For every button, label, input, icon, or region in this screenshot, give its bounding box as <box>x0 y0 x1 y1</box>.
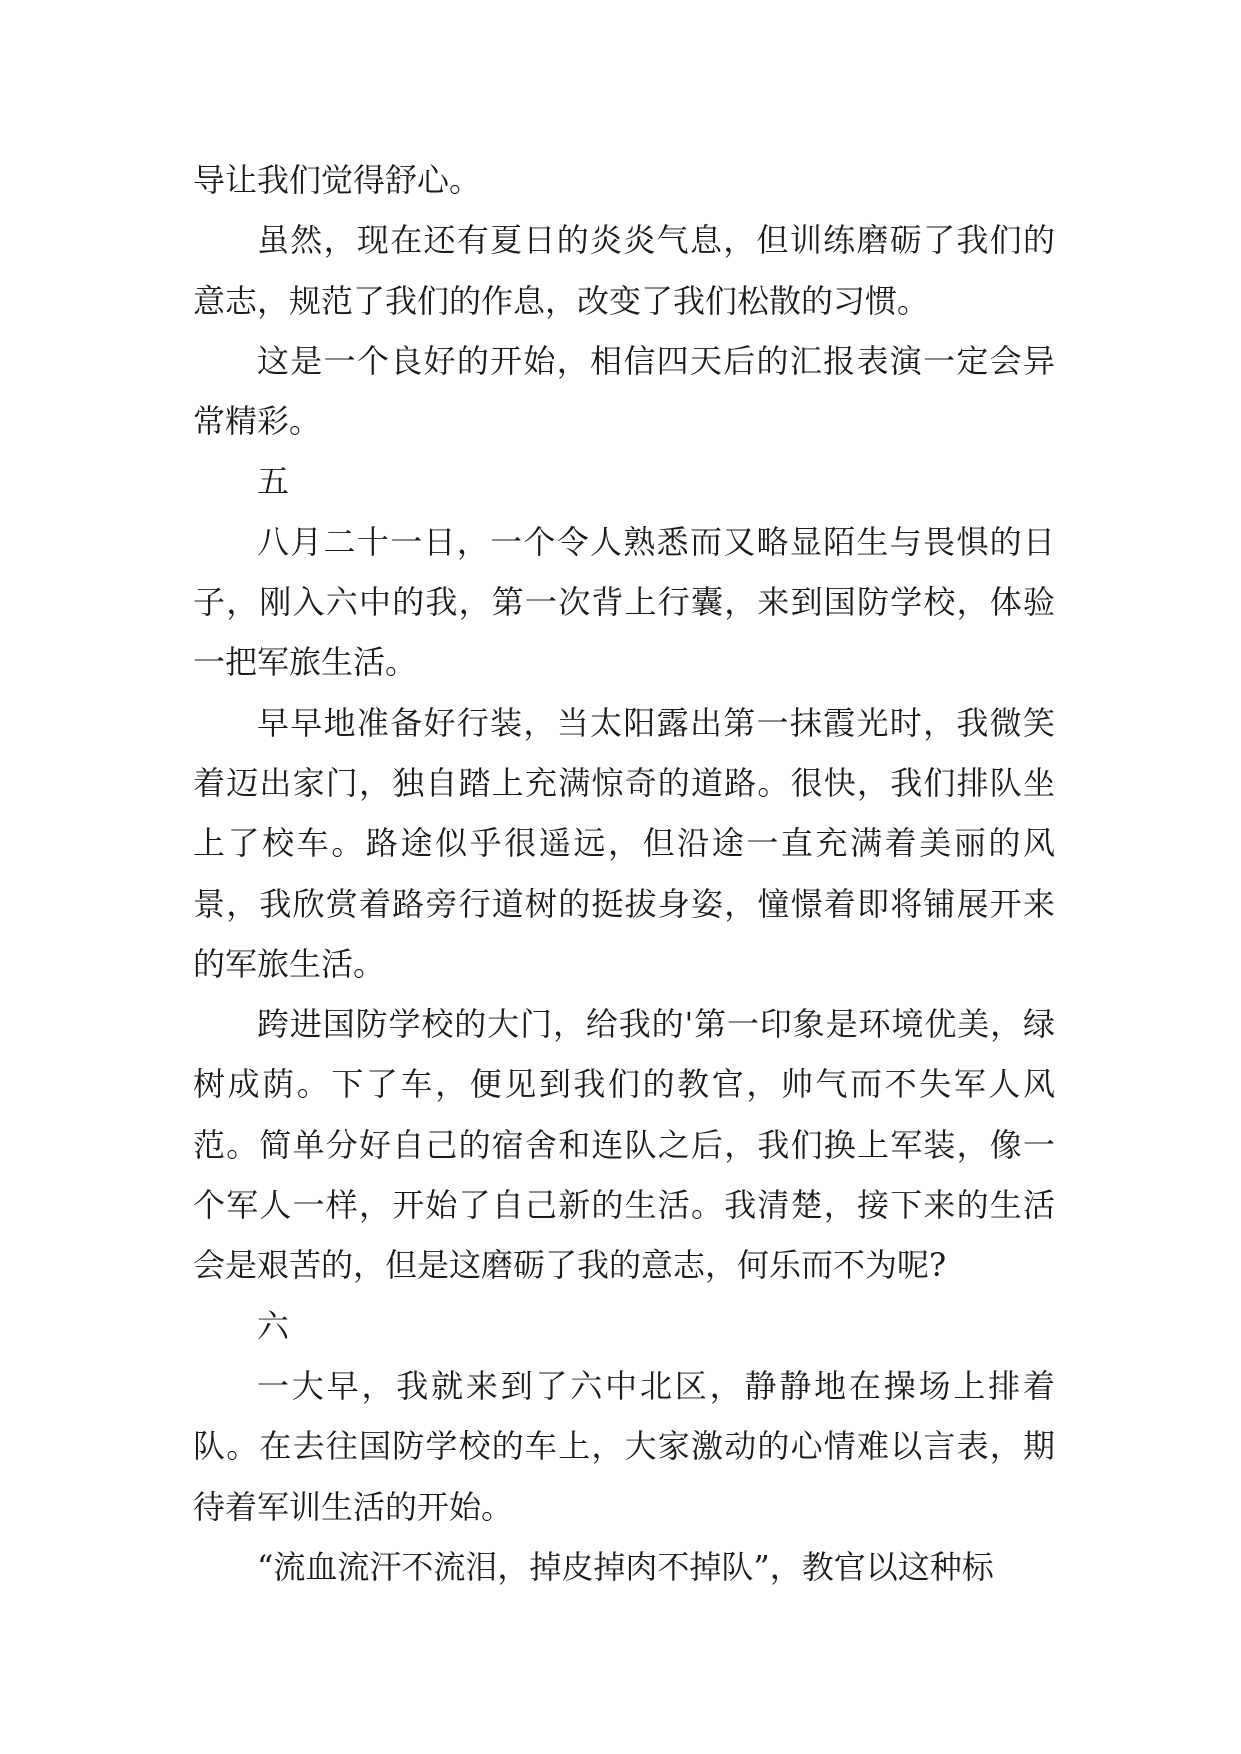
paragraph-continuation: 导让我们觉得舒心。 <box>193 161 482 199</box>
section-heading-six: 六 <box>257 1306 290 1345</box>
paragraph: 一大早，我就来到了六中北区，静静地在操场上排着队。在去往国防学校的车上，大家激动的心情难以言表，期待着军训生活的开始。 <box>193 1366 1055 1526</box>
paragraph-truncated: “流血流汗不流泪，掉皮掉肉不掉队”，教官以这种标 <box>257 1547 994 1586</box>
paragraph: 跨进国防学校的大门，给我的'第一印象是环境优美，绿树成荫。下了车，便见到我们的教官，帅气而不失军人风范。简单分好自己的宿舍和连队之后，我们换上军装，像一个军人一样，开始了自己新的生活。我清楚，接下来的生活会是艰苦的，但是这磨砺了我的意志，何乐而不为呢? <box>193 1005 1055 1285</box>
paragraph: 这是一个良好的开始，相信四天后的汇报表演一定会异常精彩。 <box>193 341 1055 441</box>
paragraph: 早早地准备好行装，当太阳露出第一抹霞光时，我微笑着迈出家门，独自踏上充满惊奇的道路。很快，我们排队坐上了校车。路途似乎很遥远，但沿途一直充满着美丽的风景，我欣赏着路旁行道树的挺拔身姿，憧憬着即将铺展开来的军旅生活。 <box>193 703 1055 983</box>
paragraph: 八月二十一日，一个令人熟悉而又略显陌生与畏惧的日子，刚入六中的我，第一次背上行囊，来到国防学校，体验一把军旅生活。 <box>193 522 1055 682</box>
document-body <box>193 150 1055 1597</box>
section-heading-five: 五 <box>257 462 290 501</box>
paragraph: 虽然，现在还有夏日的炎炎气息，但训练磨砺了我们的意志，规范了我们的作息，改变了我们松散的习惯。 <box>193 221 1055 320</box>
